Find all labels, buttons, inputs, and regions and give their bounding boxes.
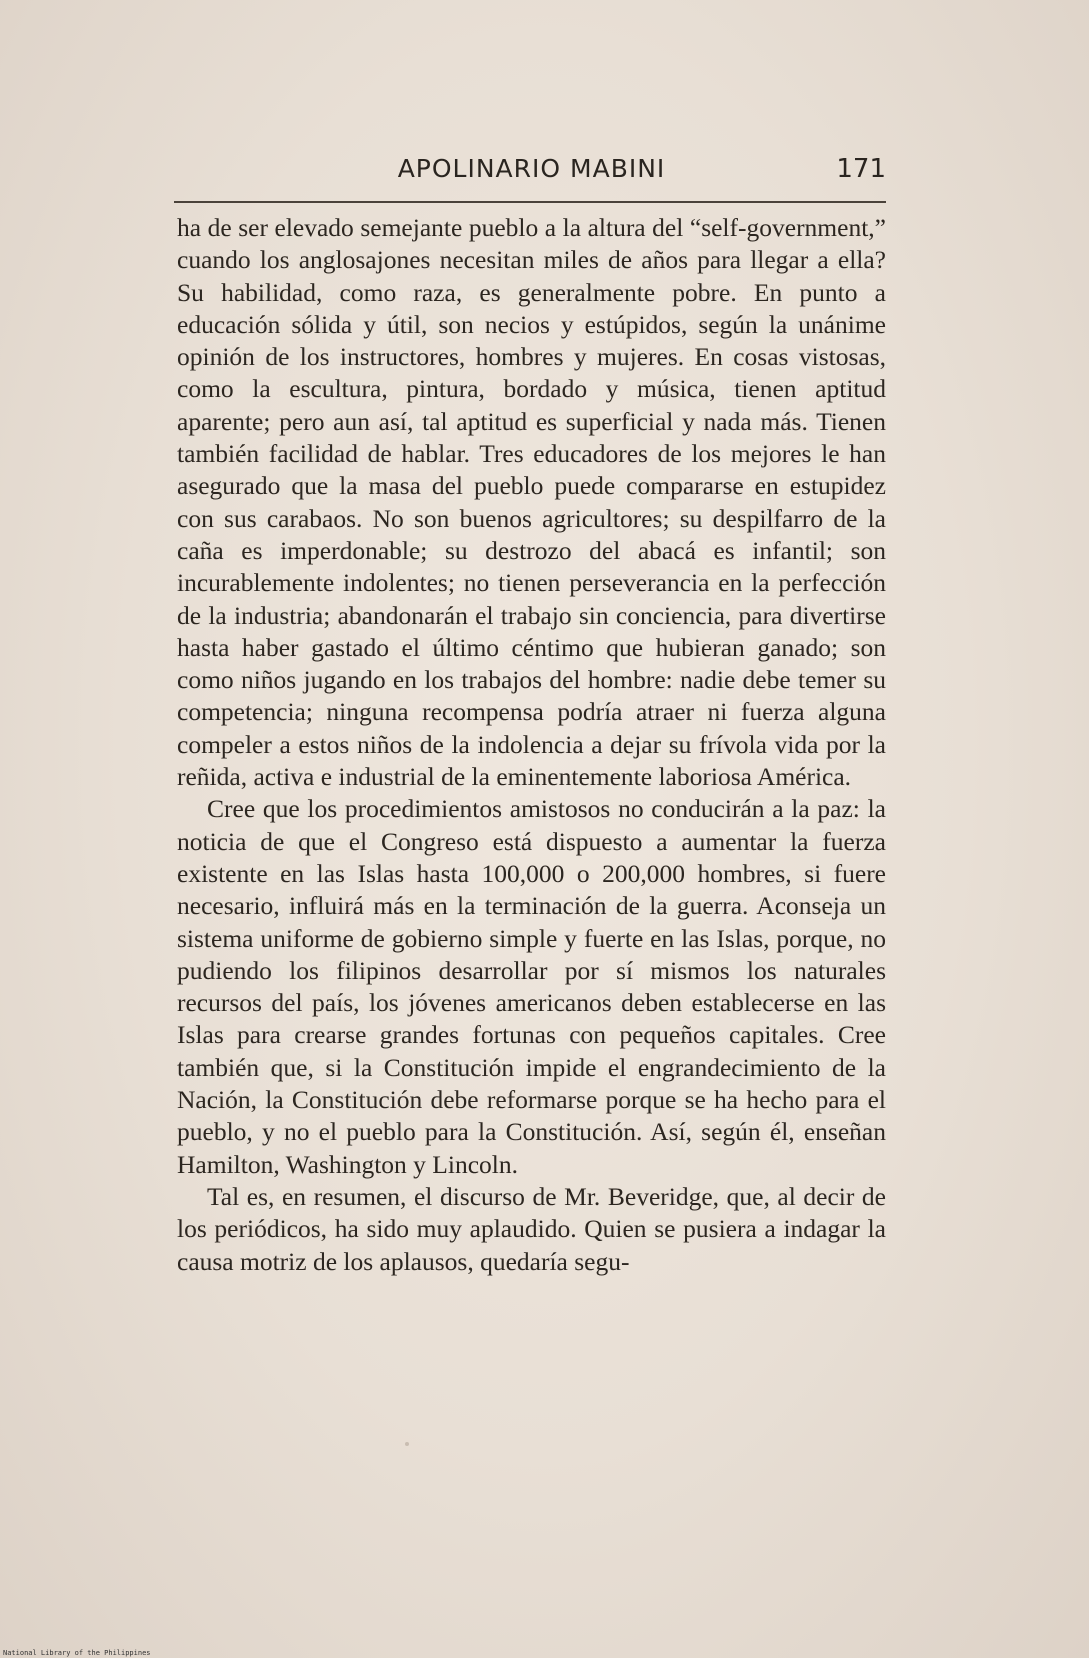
library-credit: National Library of the Philippines (3, 1649, 151, 1657)
page-number: 171 (836, 154, 886, 184)
running-title: APOLINARIO MABINI (397, 154, 666, 183)
paper-speck (405, 1442, 409, 1446)
paragraph-3: Tal es, en resumen, el discurso de Mr. Beveridge, que, al decir de los periódicos, ha sido muy aplaudido. Quien se pusiera a indagar la causa motriz de los aplausos, quedaría segu- (177, 1181, 886, 1276)
page-header (177, 154, 886, 194)
paragraph-1: ha de ser elevado semejante pueblo a la altura del “self-government,” cuando los anglosajones necesitan miles de años para llegar a ella? Su habilidad, como raza, es generalmente pobre. En punto a educación sólida y útil, son necios y estúpidos, según la unánime opinión de los instructores, hombres y mujeres. En cosas vistosas, como la escultura, pintura, bordado y música, tienen aptitud aparente; pero aun así, tal aptitud es superficial y nada más. Tienen también facilidad de hablar. Tres educadores de los mejores le han asegurado que la masa del pueblo puede compararse en estupidez con sus carabaos. No son buenos agricultores; su despilfarro de la caña es imperdonable; su destrozo del abacá es infantil; son incurablemente indolentes; no tienen perseverancia en la perfección de la industria; abandonarán el trabajo sin conciencia, para divertirse hasta haber gastado el último céntimo que hubieran ganado; son como niños jugando en los trabajos del hombre: nadie debe temer su competencia; ninguna recompensa podría atraer ni fuerza alguna compeler a estos niños de la indolencia a dejar su frívola vida por la reñida, activa e industrial de la eminentemente laboriosa América. (177, 213, 886, 792)
paragraph-2: Cree que los procedimientos amistosos no conducirán a la paz: la noticia de que el Congreso está dispuesto a aumentar la fuerza existente en las Islas hasta 100,000 o 200,000 hombres, si fuere necesario, influirá más en la terminación de la guerra. Aconseja un sistema uniforme de gobierno simple y fuerte en las Islas, porque, no pudiendo los filipinos desarrollar por sí mismos los naturales recursos del país, los jóvenes americanos deben establecerse en las Islas para crearse grandes fortunas con pequeños capitales. Cree también que, si la Constitución impide el engrandecimiento de la Nación, la Constitución debe reformarse porque se ha hecho para el pueblo, y no el pueblo para la Constitución. Así, según él, enseñan Hamilton, Washington y Lincoln. (177, 794, 886, 1179)
body-text (177, 212, 886, 1278)
header-rule (174, 201, 886, 203)
